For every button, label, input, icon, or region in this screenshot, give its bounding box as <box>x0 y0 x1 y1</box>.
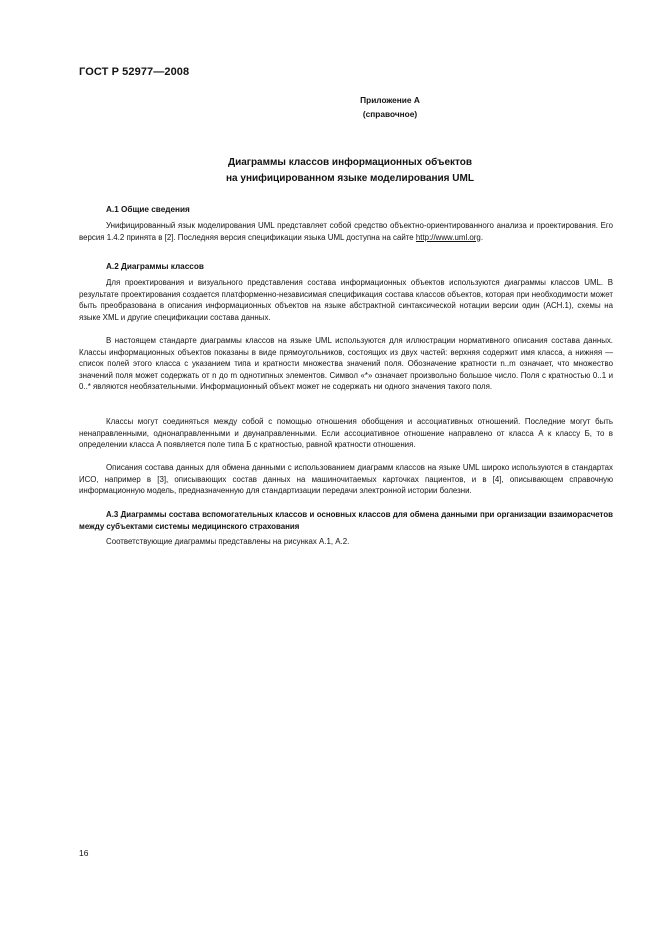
section-a2-paragraph-4: Описания состава данных для обмена данными с использованием диаграмм классов на языке UML широко используются в стандартах ИСО, например в [3], описывающих состав данных на машиночитаемых карточках пациентов, и в [4], описывающем справочную информационную модель, предназначенную для стандартизации передачи электронной истории болезни. <box>79 463 613 496</box>
section-a1-paragraph <box>79 220 613 243</box>
section-a3-heading: А.3 Диаграммы состава вспомогательных классов и основных классов для обмена данными при организации взаиморасчетов между субъектами системы медицинского страхования <box>79 510 613 531</box>
section-a2-paragraph-3: Классы могут соединяться между собой с помощью отношения обобщения и ассоциативных отношений. Последние могут быть ненаправленными, однонаправленными и двунаправленными. Если ассоциативное отношение направлено от класса А к классу Б, то в определении класса А появляется поле типа Б с кратностью, равной кратности отношения. <box>79 417 613 450</box>
section-a1-text-end: . <box>480 232 484 242</box>
uml-website-link[interactable]: http://www.uml.org <box>415 232 481 242</box>
section-a3-paragraph: Соответствующие диаграммы представлены на рисунках А.1, А.2. <box>106 537 350 546</box>
section-a2-paragraph-1: Для проектирования и визуального представления состава информационных объектов используются диаграммы классов UML. В результате проектирования создается платформенно-независимая спецификация состава классов объектов, которая при необходимости может быть преобразована в описания информационных объектов на языке абстрактной синтаксической нотации версии один (АСН.1), схемы на языке XML и другие спецификации состава данных. <box>79 278 613 322</box>
main-title-line2: на унифицированном языке моделирования UML <box>226 173 474 184</box>
appendix-note: (справочное) <box>362 109 418 119</box>
page-number: 16 <box>79 848 89 858</box>
section-a1-text: Унифицированный язык моделирования UML представляет собой средство объектно-ориентированного анализа и проектирования. Его версия 1.4.2 принята в [2]. Последняя версия спецификации языка UML доступна на сайте <box>79 221 613 242</box>
appendix-title: Приложение А <box>360 95 420 105</box>
main-title-line1: Диаграммы классов информационных объектов <box>227 157 473 168</box>
standard-header: ГОСТ Р 52977—2008 <box>79 66 190 78</box>
section-a2-heading: А.2 Диаграммы классов <box>106 262 204 271</box>
section-a1-heading: А.1 Общие сведения <box>106 205 190 214</box>
section-a2-paragraph-2: В настоящем стандарте диаграммы классов на языке UML используются для иллюстрации нормативного описания состава данных. Классы информационных объектов показаны в виде прямоугольников, состоящих из двух частей: верхняя содержит имя класса, а нижняя — список полей этого класса с указанием типа и кратности множества значений поля. Обозначение кратности n..m означает, что множество значений поля может содержать от n до m однотипных элементов. Символ «*» означает произвольно большое число. Поля с кратностью 0..1 и 0..* являются необязательными. Информационный объект может не содержать ни одного значения такого поля. <box>79 336 613 392</box>
